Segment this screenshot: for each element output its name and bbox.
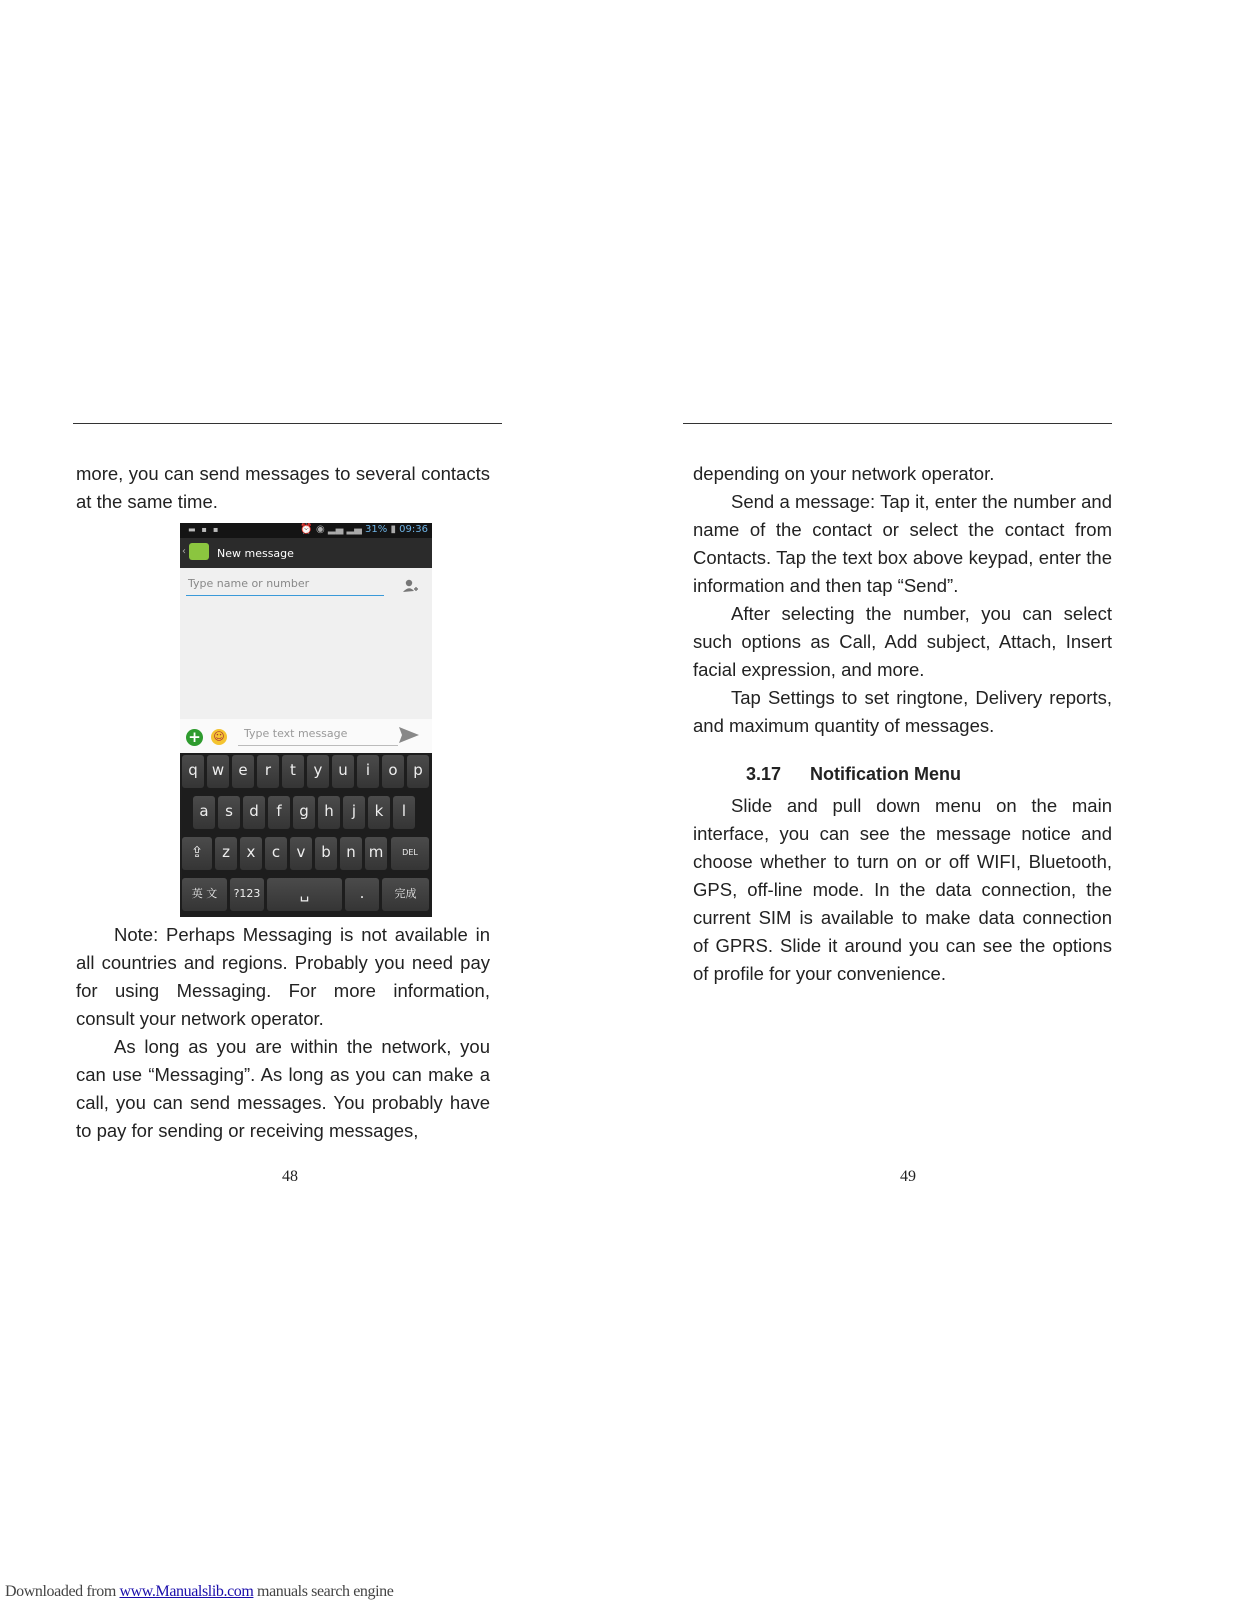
key[interactable]: g bbox=[293, 796, 315, 829]
send-icon[interactable] bbox=[398, 726, 420, 749]
delete-key[interactable]: DEL bbox=[391, 837, 429, 870]
page-number-right: 49 bbox=[900, 1168, 916, 1185]
key[interactable]: a bbox=[193, 796, 215, 829]
manualslib-link[interactable]: www.Manualslib.com bbox=[119, 1583, 254, 1600]
key[interactable]: p bbox=[407, 755, 429, 788]
key[interactable]: s bbox=[218, 796, 240, 829]
right-column bbox=[693, 460, 1112, 988]
attach-plus-icon[interactable]: + bbox=[186, 729, 203, 746]
paragraph: more, you can send messages to several contacts at the same time. bbox=[76, 463, 490, 512]
add-contact-icon[interactable] bbox=[402, 578, 418, 594]
key[interactable]: u bbox=[332, 755, 354, 788]
message-composer bbox=[180, 719, 432, 753]
symbols-key[interactable]: ?123 bbox=[230, 878, 264, 911]
key[interactable]: t bbox=[282, 755, 304, 788]
key[interactable]: o bbox=[382, 755, 404, 788]
keyboard-row-4 bbox=[180, 876, 432, 913]
keyboard-row-1 bbox=[180, 753, 432, 790]
battery-percent: 31% bbox=[365, 524, 388, 535]
paragraph: depending on your network operator. bbox=[693, 463, 995, 484]
key[interactable]: c bbox=[265, 837, 287, 870]
section-number: 3.17 bbox=[746, 764, 782, 784]
left-header-rule bbox=[73, 423, 502, 424]
key[interactable]: n bbox=[340, 837, 362, 870]
paragraph: After selecting the number, you can select such options as Call, Add subject, Attach, Insert facial expression, and more. bbox=[693, 603, 1112, 680]
done-key[interactable]: 完成 bbox=[382, 878, 429, 911]
paragraph: Send a message: Tap it, enter the number and name of the contact or select the contact from Contacts. Tap the text box above keypad, enter the information and then tap “Send”. bbox=[693, 491, 1112, 596]
key[interactable]: i bbox=[357, 755, 379, 788]
language-key[interactable]: 英 文 bbox=[182, 878, 227, 911]
period-key[interactable]: . bbox=[345, 878, 379, 911]
key[interactable]: e bbox=[232, 755, 254, 788]
page-number-left: 48 bbox=[282, 1168, 298, 1185]
key[interactable]: x bbox=[240, 837, 262, 870]
key[interactable]: z bbox=[215, 837, 237, 870]
right-header-rule bbox=[683, 423, 1112, 424]
on-screen-keyboard bbox=[180, 753, 432, 917]
paragraph: Tap Settings to set ringtone, Delivery reports, and maximum quantity of messages. bbox=[693, 687, 1112, 736]
title-bar bbox=[180, 538, 432, 568]
footer-suffix: manuals search engine bbox=[253, 1583, 394, 1600]
emoji-icon[interactable]: ☺ bbox=[211, 729, 227, 745]
key[interactable]: y bbox=[307, 755, 329, 788]
back-chevron-icon[interactable]: ‹ bbox=[182, 546, 186, 557]
key[interactable]: k bbox=[368, 796, 390, 829]
paragraph: Note: Perhaps Messaging is not available in all countries and regions. Probably you need pay for using Messaging. For more information, consult your network operator. bbox=[76, 924, 490, 1029]
key[interactable]: b bbox=[315, 837, 337, 870]
paragraph: As long as you are within the network, you can use “Messaging”. As long as you can make a call, you can send messages. You probably have to pay for sending or receiving messages, bbox=[76, 1036, 490, 1141]
footer-prefix: Downloaded from bbox=[5, 1583, 120, 1600]
download-footer bbox=[5, 1583, 393, 1601]
key[interactable]: l bbox=[393, 796, 415, 829]
key[interactable]: m bbox=[365, 837, 387, 870]
message-input[interactable]: Type text message bbox=[238, 725, 398, 746]
section-heading bbox=[693, 760, 1112, 788]
messaging-app-icon[interactable] bbox=[189, 543, 209, 560]
recipient-input[interactable]: Type name or number bbox=[186, 577, 384, 596]
space-key[interactable]: ␣ bbox=[267, 878, 342, 911]
key[interactable]: w bbox=[207, 755, 229, 788]
key[interactable]: f bbox=[268, 796, 290, 829]
status-icons: ⏰ ◉ ▂▄ ▂▄ 31% ▮ 09:36 bbox=[300, 524, 428, 535]
key[interactable]: r bbox=[257, 755, 279, 788]
phone-screenshot bbox=[180, 523, 432, 917]
screen-title: New message bbox=[217, 547, 294, 560]
key[interactable]: q bbox=[182, 755, 204, 788]
left-column-top bbox=[76, 460, 490, 516]
status-bar bbox=[180, 523, 432, 538]
left-column-bottom bbox=[76, 921, 490, 1145]
keyboard-row-2 bbox=[180, 794, 432, 831]
notification-icons: ▬▪▪ bbox=[188, 525, 225, 534]
key[interactable]: h bbox=[318, 796, 340, 829]
keyboard-row-3 bbox=[180, 835, 432, 872]
status-time: 09:36 bbox=[399, 524, 428, 535]
section-title: Notification Menu bbox=[810, 764, 961, 784]
key[interactable]: j bbox=[343, 796, 365, 829]
shift-key[interactable]: ⇪ bbox=[182, 837, 212, 870]
key[interactable]: d bbox=[243, 796, 265, 829]
paragraph: Slide and pull down menu on the main interface, you can see the message notice and choose whether to turn on or off WIFI, Bluetooth, GPS, off-line mode. In the data connection, the current SIM is available to make data connection of GPRS. Slide it around you can see the options of profile for your convenience. bbox=[693, 795, 1112, 984]
key[interactable]: v bbox=[290, 837, 312, 870]
